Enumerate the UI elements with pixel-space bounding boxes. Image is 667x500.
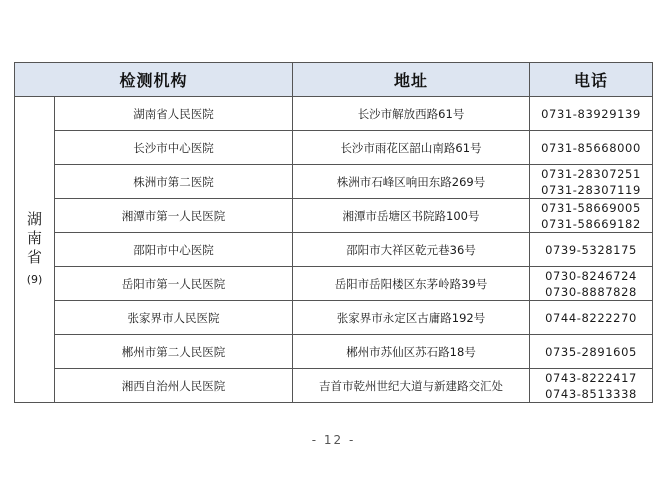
phone-number: 0731-28307251 <box>541 166 641 181</box>
table-row <box>15 199 653 233</box>
address-cell: 长沙市雨花区韶山南路61号 <box>293 131 530 165</box>
header-address: 地址 <box>293 63 530 97</box>
table-row <box>15 369 653 403</box>
institution-cell: 郴州市第二人民医院 <box>55 335 293 369</box>
province-name-char: 省 <box>26 248 42 266</box>
phone-number: 0743-8222417 <box>545 370 637 385</box>
table-row <box>15 97 653 131</box>
phone-number: 0731-58669182 <box>541 216 641 231</box>
province-name-char: 南 <box>26 229 42 247</box>
testing-institutions-table <box>14 62 653 403</box>
header-phone: 电话 <box>530 63 653 97</box>
address-cell: 吉首市乾州世纪大道与新建路交汇处 <box>293 369 530 403</box>
table-row <box>15 301 653 335</box>
province-count: (9) <box>26 273 43 286</box>
address-cell: 张家界市永定区古庸路192号 <box>293 301 530 335</box>
table-row <box>15 335 653 369</box>
phone-cell <box>530 335 653 369</box>
phone-cell <box>530 233 653 267</box>
phone-number: 0739-5328175 <box>545 242 637 257</box>
institution-cell: 张家界市人民医院 <box>55 301 293 335</box>
province-name-char: 湖 <box>26 210 42 228</box>
phone-cell <box>530 369 653 403</box>
phone-number: 0730-8246724 <box>545 268 637 283</box>
institution-cell: 长沙市中心医院 <box>55 131 293 165</box>
phone-cell <box>530 165 653 199</box>
phone-number: 0730-8887828 <box>545 284 637 299</box>
table-row <box>15 165 653 199</box>
institution-cell: 湘潭市第一人民医院 <box>55 199 293 233</box>
institution-cell: 岳阳市第一人民医院 <box>55 267 293 301</box>
phone-cell <box>530 97 653 131</box>
table-row <box>15 131 653 165</box>
table-header-row <box>15 63 653 97</box>
page-number: - 12 - <box>311 433 356 447</box>
phone-number: 0744-8222270 <box>545 310 637 325</box>
phone-number: 0731-83929139 <box>541 106 641 121</box>
phone-number: 0731-28307119 <box>541 182 641 197</box>
table-row <box>15 233 653 267</box>
address-cell: 株洲市石峰区响田东路269号 <box>293 165 530 199</box>
testing-institutions-table-container <box>14 62 652 403</box>
phone-number: 0731-58669005 <box>541 200 641 215</box>
table-row <box>15 267 653 301</box>
province-cell <box>15 97 55 403</box>
header-institution: 检测机构 <box>15 63 293 97</box>
phone-cell <box>530 131 653 165</box>
phone-cell <box>530 301 653 335</box>
address-cell: 岳阳市岳阳楼区东茅岭路39号 <box>293 267 530 301</box>
institution-cell: 株洲市第二医院 <box>55 165 293 199</box>
phone-cell <box>530 199 653 233</box>
address-cell: 长沙市解放西路61号 <box>293 97 530 131</box>
phone-number: 0731-85668000 <box>541 140 641 155</box>
address-cell: 郴州市苏仙区苏石路18号 <box>293 335 530 369</box>
phone-number: 0735-2891605 <box>545 344 637 359</box>
address-cell: 湘潭市岳塘区书院路100号 <box>293 199 530 233</box>
institution-cell: 湖南省人民医院 <box>55 97 293 131</box>
phone-cell <box>530 267 653 301</box>
institution-cell: 湘西自治州人民医院 <box>55 369 293 403</box>
address-cell: 邵阳市大祥区乾元巷36号 <box>293 233 530 267</box>
phone-number: 0743-8513338 <box>545 386 637 401</box>
institution-cell: 邵阳市中心医院 <box>55 233 293 267</box>
